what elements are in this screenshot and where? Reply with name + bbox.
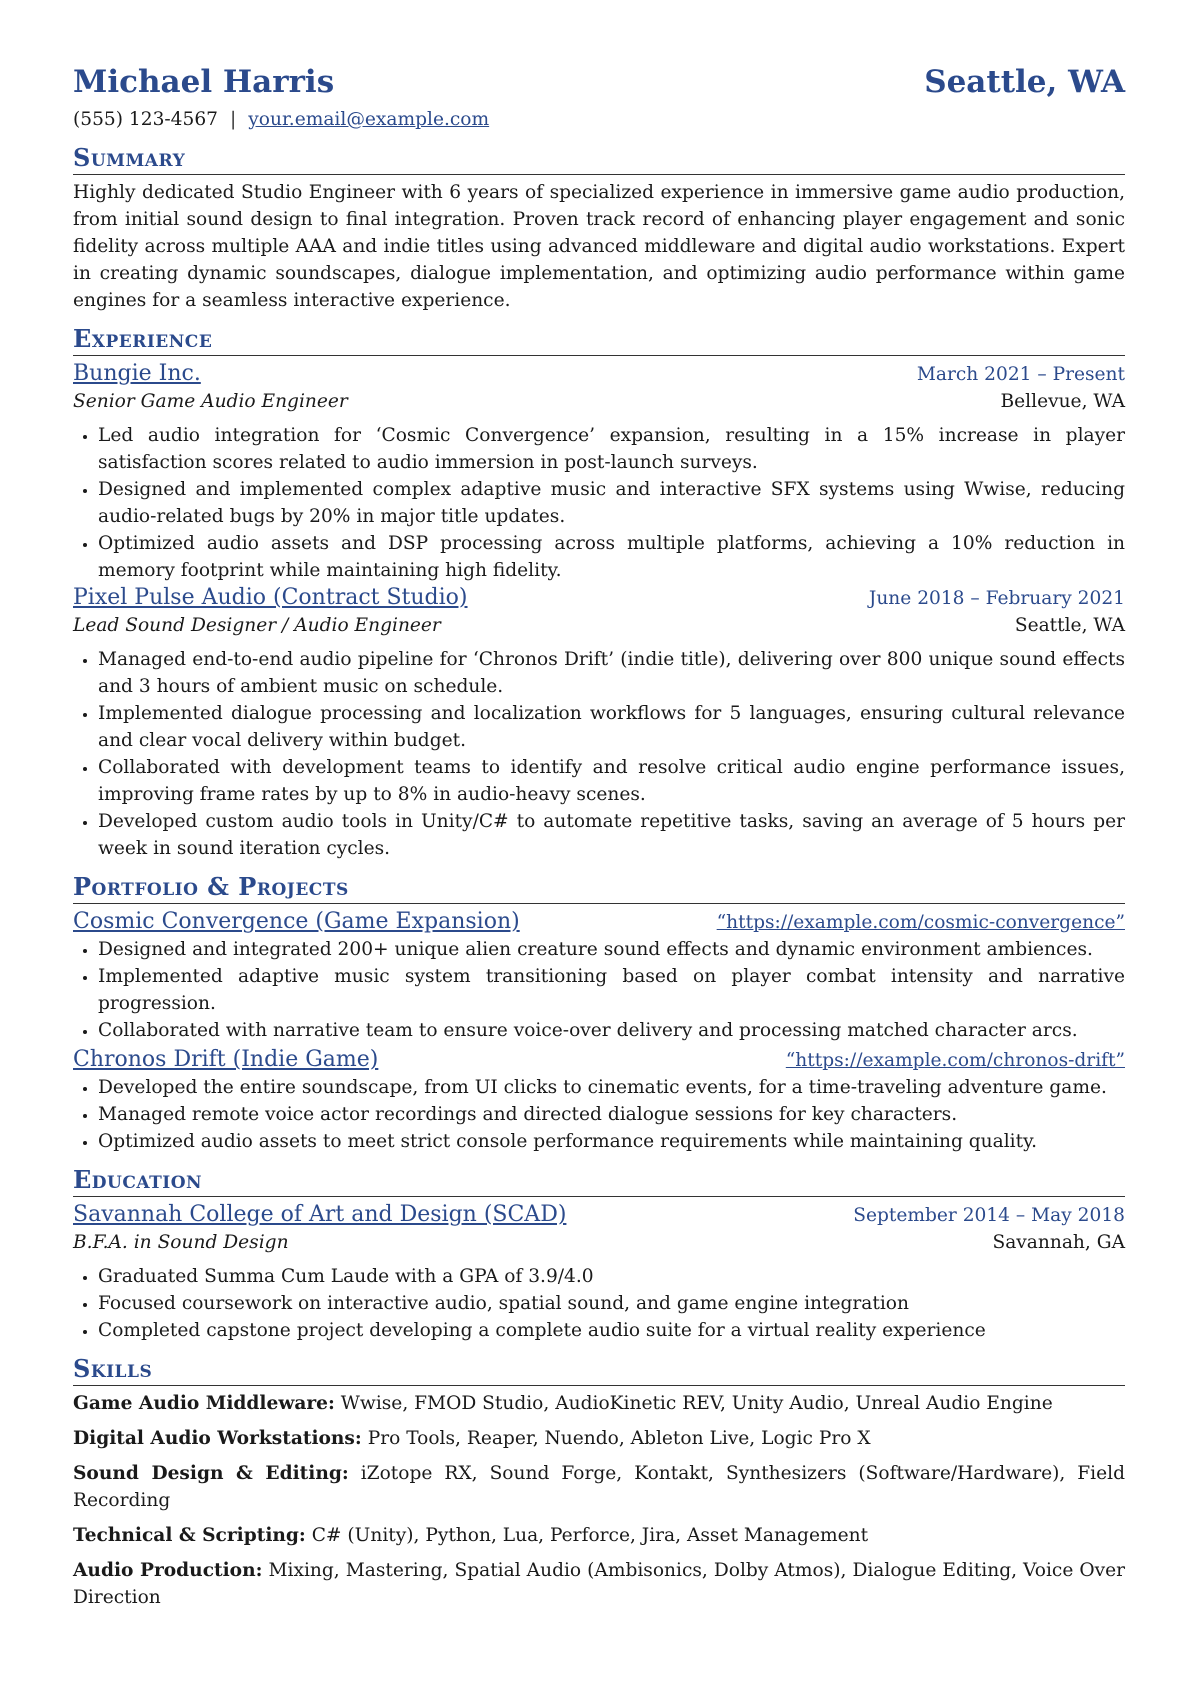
list-item: • Implemented dialogue processing and localization workflows for 5 languages, ensuring cultural relevance and clear vocal delivery within budget. <box>98 700 1125 754</box>
experience-heading: Experience <box>73 324 1125 356</box>
skill-label: Sound Design & Editing: <box>73 1463 349 1484</box>
skill-row <box>73 1557 1125 1611</box>
list-item: • Collaborated with narrative team to ensure voice-over delivery and processing matched character arcs. <box>98 1017 1125 1044</box>
job-bullets <box>73 422 1125 584</box>
job-entry <box>73 584 1125 862</box>
education-heading: Education <box>73 1165 1125 1197</box>
list-item: • Optimized audio assets to meet strict console performance requirements while maintaining quality. <box>98 1128 1125 1155</box>
job-location: Seattle, WA <box>1014 615 1125 636</box>
project-bullets <box>73 936 1125 1044</box>
candidate-name: Michael Harris <box>73 64 335 100</box>
job-location: Bellevue, WA <box>1000 391 1125 412</box>
skill-value: Wwise, FMOD Studio, AudioKinetic REV, Unity Audio, Unreal Audio Engine <box>340 1393 1053 1414</box>
job-role: Senior Game Audio Engineer <box>73 391 348 412</box>
skill-label: Technical & Scripting: <box>73 1525 306 1546</box>
resume-header <box>73 62 1125 102</box>
skill-row <box>73 1390 1125 1417</box>
list-item: • Led audio integration for ‘Cosmic Convergence’ expansion, resulting in a 15% increase in player satisfaction scores related to audio immersion in post-launch surveys. <box>98 422 1125 476</box>
job-entry <box>73 360 1125 584</box>
list-item: • Focused coursework on interactive audio, spatial sound, and game engine integration <box>98 1290 1125 1317</box>
project-name-link[interactable]: Cosmic Convergence (Game Expansion) <box>73 909 520 934</box>
skill-row <box>73 1460 1125 1514</box>
skills-heading: Skills <box>73 1354 1125 1386</box>
education-dates: September 2014 – May 2018 <box>853 1205 1125 1226</box>
summary-text: Highly dedicated Studio Engineer with 6 years of specialized experience in immersive game audio production, from initial sound design to final integration. Proven track record of enhancing player engagement and sonic fidelity across multiple AAA and indie titles using advanced middleware and digital audio workstations. Expert in creating dynamic soundscapes, dialogue implementation, and optimizing audio performance within game engines for a seamless interactive experience. <box>73 182 1125 311</box>
skill-value: Pro Tools, Reaper, Nuendo, Ableton Live, Logic Pro X <box>367 1428 871 1449</box>
resume-page <box>73 62 1125 1619</box>
list-item: • Optimized audio assets and DSP processing across multiple platforms, achieving a 10% reduction in memory footprint while maintaining high fidelity. <box>98 530 1125 584</box>
skill-value: C# (Unity), Python, Lua, Perforce, Jira, Asset Management <box>311 1525 869 1546</box>
skills-list <box>73 1390 1125 1611</box>
skill-row <box>73 1522 1125 1549</box>
list-item: • Developed the entire soundscape, from UI clicks to cinematic events, for a time-traveling adventure game. <box>98 1074 1125 1101</box>
list-item: • Managed end-to-end audio pipeline for ‘Chronos Drift’ (indie title), delivering over 800 unique sound effects and 3 hours of ambient music on schedule. <box>98 646 1125 700</box>
project-url-link[interactable]: “https://example.com/chronos-drift” <box>785 1050 1125 1071</box>
list-item: • Developed custom audio tools in Unity/C# to automate repetitive tasks, saving an average of 5 hours per week in sound iteration cycles. <box>98 808 1125 862</box>
project-url-link[interactable]: “https://example.com/cosmic-convergence” <box>716 912 1125 933</box>
phone-number: (555) 123-4567 <box>73 109 219 130</box>
skill-label: Digital Audio Workstations: <box>73 1428 362 1449</box>
job-company-link[interactable]: Pixel Pulse Audio (Contract Studio) <box>73 585 468 610</box>
skill-row <box>73 1425 1125 1452</box>
job-role: Lead Sound Designer / Audio Engineer <box>73 615 441 636</box>
list-item: • Implemented adaptive music system transitioning based on player combat intensity and narrative progression. <box>98 963 1125 1017</box>
skill-label: Game Audio Middleware: <box>73 1393 335 1414</box>
contact-line <box>73 106 1125 133</box>
list-item: • Collaborated with development teams to identify and resolve critical audio engine performance issues, improving frame rates by up to 8% in audio-heavy scenes. <box>98 754 1125 808</box>
list-item: • Managed remote voice actor recordings and directed dialogue sessions for key characters. <box>98 1101 1125 1128</box>
list-item: • Completed capstone project developing a complete audio suite for a virtual reality experience <box>98 1317 1125 1344</box>
job-company-link[interactable]: Bungie Inc. <box>73 361 201 386</box>
skill-value: Mixing, Mastering, Spatial Audio (Ambisonics, Dolby Atmos), Dialogue Editing, Voice Over Direction <box>73 1560 1125 1608</box>
job-bullets <box>73 646 1125 862</box>
projects-heading: Portfolio & Projects <box>73 872 1125 904</box>
project-entry <box>73 1046 1125 1155</box>
project-name-link[interactable]: Chronos Drift (Indie Game) <box>73 1047 379 1072</box>
job-dates: June 2018 – February 2021 <box>868 588 1125 609</box>
summary-heading: Summary <box>73 143 1125 175</box>
skill-value: iZotope RX, Sound Forge, Kontakt, Synthesizers (Software/Hardware), Field Recording <box>73 1463 1125 1511</box>
list-item: • Designed and integrated 200+ unique alien creature sound effects and dynamic environment ambiences. <box>98 936 1125 963</box>
skill-label: Audio Production: <box>73 1560 263 1581</box>
list-item: • Designed and implemented complex adaptive music and interactive SFX systems using Wwise, reducing audio-related bugs by 20% in major title updates. <box>98 476 1125 530</box>
job-dates: March 2021 – Present <box>916 364 1125 385</box>
list-item: • Graduated Summa Cum Laude with a GPA of 3.9/4.0 <box>98 1263 1125 1290</box>
project-bullets <box>73 1074 1125 1155</box>
contact-separator: | <box>230 109 237 130</box>
school-link[interactable]: Savannah College of Art and Design (SCAD) <box>73 1202 567 1227</box>
education-entry <box>73 1201 1125 1344</box>
email-link[interactable]: your.email@example.com <box>248 109 490 130</box>
education-bullets <box>73 1263 1125 1344</box>
education-location: Savannah, GA <box>992 1232 1125 1253</box>
degree: B.F.A. in Sound Design <box>73 1232 289 1253</box>
candidate-location: Seattle, WA <box>924 64 1125 100</box>
project-entry <box>73 908 1125 1044</box>
